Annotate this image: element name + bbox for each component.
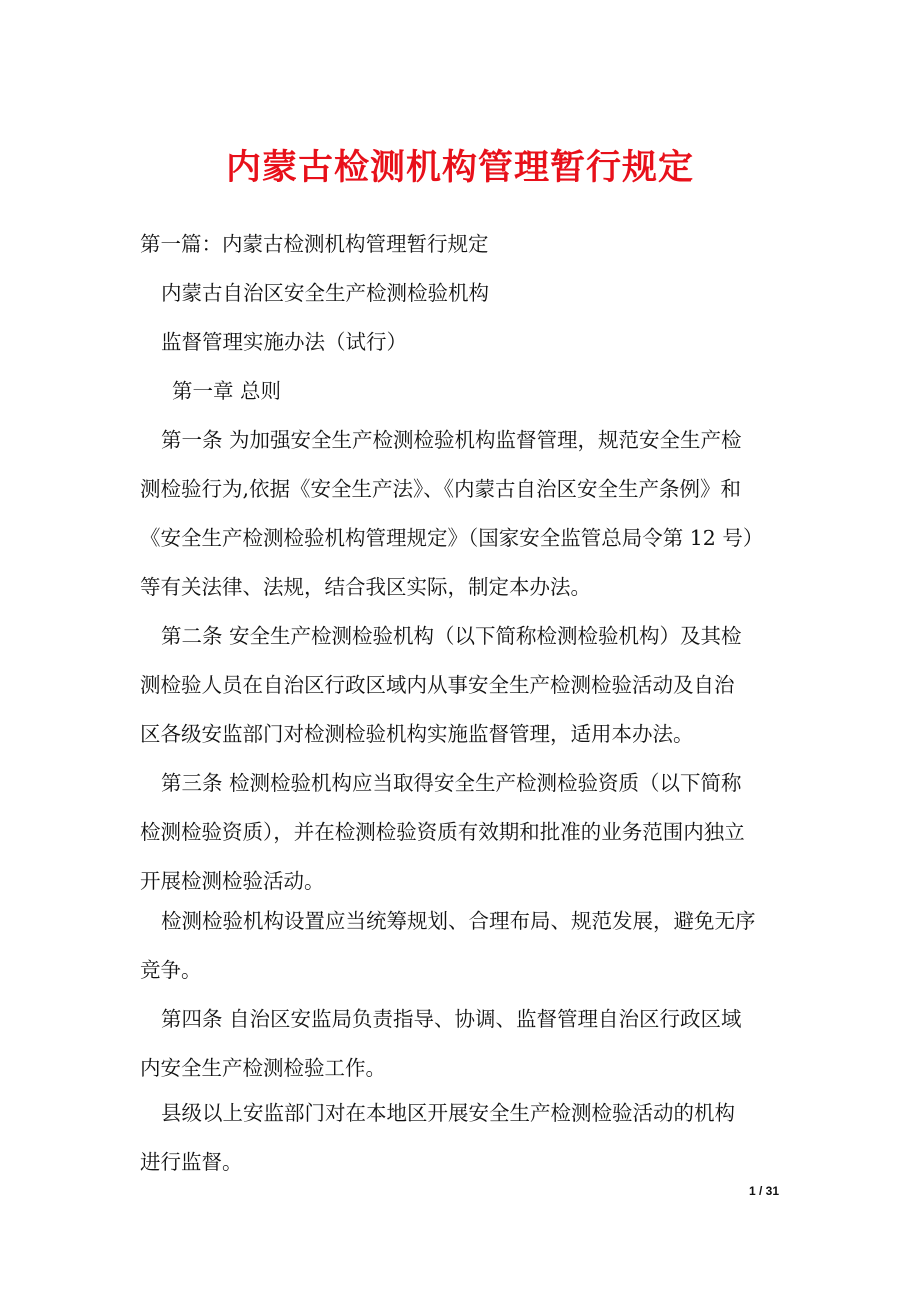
text-line: 进行监督。 [140,1150,243,1174]
text-line: 第一条 为加强安全生产检测检验机构监督管理，规范安全生产检 [161,428,742,452]
text-line: 第四条 自治区安监局负责指导、协调、监督管理自治区行政区域 [161,1007,742,1031]
text-line: 测检验人员在自治区行政区域内从事安全生产检测检验活动及自治 [140,673,735,697]
paragraph-article-4-cont [140,1089,780,1187]
text-line: 区各级安监部门对检测检验机构实施监督管理，适用本办法。 [140,722,694,746]
paragraph-chapter-heading [172,367,812,416]
text-line: 等有关法律、法规，结合我区实际，制定本办法。 [140,575,591,599]
paragraph-article-2 [140,612,780,759]
document-title: 内蒙古检测机构管理暂行规定 [225,147,694,188]
paragraph-article-4 [140,995,780,1093]
text-line: 第一篇：内蒙古检测机构管理暂行规定 [140,232,489,256]
text-line: 县级以上安监部门对在本地区开展安全生产检测检验活动的机构 [161,1101,735,1125]
paragraph-part-heading [140,220,780,269]
page-number: 1 / 31 [748,1184,779,1198]
text-line: 《安全生产检测检验机构管理规定》（国家安全监管总局令第 12 号） [140,526,764,550]
paragraph-subtitle-1 [161,269,801,318]
paragraph-article-3-cont [140,897,780,995]
text-line: 内安全生产检测检验工作。 [140,1056,386,1080]
paragraph-subtitle-2 [161,318,801,367]
text-line: 内蒙古自治区安全生产检测检验机构 [161,281,489,305]
text-line: 开展检测检验活动。 [140,869,325,893]
text-line: 第三条 检测检验机构应当取得安全生产检测检验资质（以下简称 [161,771,742,795]
paragraph-article-1 [140,416,780,612]
text-line: 第二条 安全生产检测检验机构（以下简称检测检验机构）及其检 [161,624,742,648]
text-line: 监督管理实施办法（试行） [161,330,407,354]
text-line: 检测检验资质），并在检测检验资质有效期和批准的业务范围内独立 [140,820,745,844]
paragraph-article-3 [140,759,780,906]
text-line: 竞争。 [140,958,202,982]
text-line: 第一章 总则 [172,379,282,403]
text-line: 检测检验机构设置应当统筹规划、合理布局、规范发展，避免无序 [161,909,756,933]
text-line: 测检验行为,依据《安全生产法》、《内蒙古自治区安全生产条例》和 [140,477,742,501]
